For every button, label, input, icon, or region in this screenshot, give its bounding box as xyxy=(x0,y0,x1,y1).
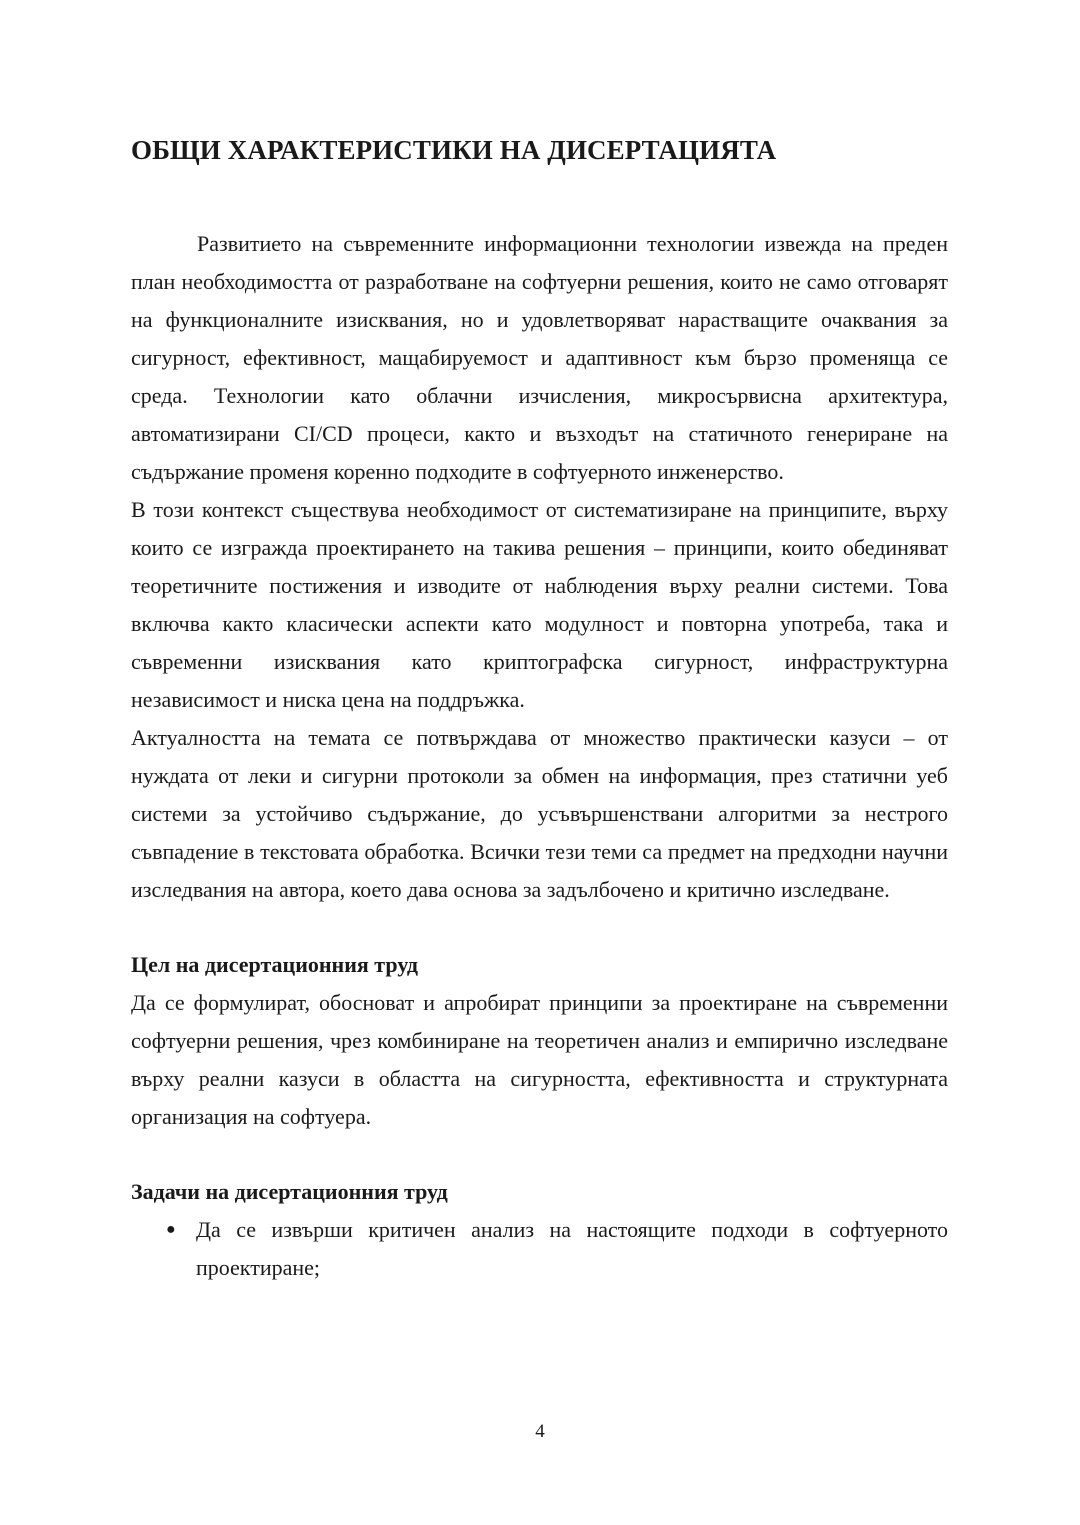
paragraph-intro: Развитието на съвременните информационни технологии извежда на преден план необходимостта от разработване на софтуерни решения, които не само отговарят на функционалните изисквания, но и удовлетворяват нарастващите очаквания за сигурност, ефективност, мащабируемост и адаптивност към бързо променяща се среда. Технологии като облачни изчисления, микросървисна архитектура, автоматизирани CI/CD процеси, както и възходът на статичното генериране на съдържание променя коренно подходите в софтуерното инженерство. xyxy=(131,231,948,484)
goal-text: Да се формулират, обосноват и апробират принципи за проектиране на съвременни софтуерни решения, чрез комбиниране на теоретичен анализ и емпирично изследване върху реални казуси в областта на сигурността, ефективността и структурната организация на софтуера. xyxy=(131,990,948,1129)
tasks-heading: Задачи на дисертационния труд xyxy=(131,1179,448,1204)
task-text: Да се извърши критичен анализ на настоящите подходи в софтуерното проектиране; xyxy=(196,1217,948,1280)
bullet-icon: ● xyxy=(166,1221,176,1238)
page-content xyxy=(131,125,948,1287)
paragraph-context: В този контекст съществува необходимост от систематизиране на принципите, върху които се изгражда проектирането на такива решения – принципи, които обединяват теоретичните постижения и изводите от наблюдения върху реални системи. Това включва както класически аспекти като модулност и повторна употреба, така и съвременни изисквания като криптографска сигурност, инфраструктурна независимост и ниска цена на поддръжка. xyxy=(131,497,948,712)
goal-heading: Цел на дисертационния труд xyxy=(131,952,419,977)
list-item xyxy=(131,1211,948,1287)
page-number: 4 xyxy=(535,1421,545,1442)
page-title: ОБЩИ ХАРАКТЕРИСТИКИ НА ДИСЕРТАЦИЯТА xyxy=(131,135,777,165)
task-list xyxy=(131,1211,948,1287)
paragraph-relevance: Актуалността на темата се потвърждава от множество практически казуси – от нуждата от леки и сигурни протоколи за обмен на информация, през статични уеб системи за устойчиво съдържание, до усъвършенствани алгоритми за нестрого съвпадение в текстовата обработка. Всички тези теми са предмет на предходни научни изследвания на автора, което дава основа за задълбочено и критично изследване. xyxy=(131,725,948,902)
